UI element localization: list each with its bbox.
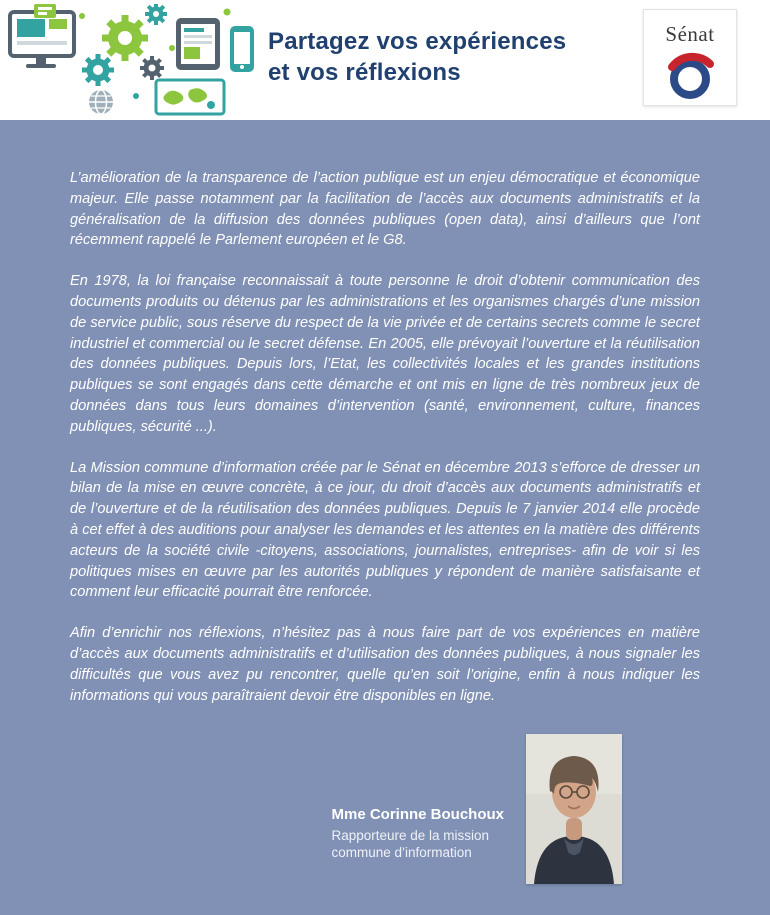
body-paragraph-mission: La Mission commune d’information créée par le Sénat en décembre 2013 s’efforce de dresser un bilan de la mise en œuvre concrète, à ce jour, du droit d’accès aux documents administratifs et de l’ouverture et de la réutilisation des données publiques. Depuis le 7 janvier 2014 elle procède à cet effet à des auditions pour analyser les demandes et les attentes en la matière des différents acteurs de la société civile -citoyens, associations, journalistes, entreprises- afin de voir si les politiques mises en œuvre par les autorités publiques y répondent de manière satisfaisante et comment leur efficacité pourrait être renforcée. [70,459,700,601]
signature-role-line1: Rapporteure de la mission [331,828,490,844]
portrait-photo [526,734,622,884]
page-title-line2: et vos réflexions [268,59,461,86]
senat-s-emblem-icon [663,49,717,103]
gear-icon [102,15,148,61]
page-title-line1: Partagez vos expériences [268,28,567,55]
page-title [268,26,566,88]
senat-logo [643,9,737,106]
hands-icon [8,90,68,112]
illustration-svg [4,4,259,116]
monitor-icon [10,12,74,68]
phone-icon [230,26,254,72]
map-icon [156,80,224,114]
header [0,0,770,120]
signature-block [70,734,700,884]
gear-icon [145,4,167,25]
body-paragraph-intro: L’amélioration de la transparence de l’action publique est un enjeu démocratique et économique majeur. Elle passe notamment par la facilitation de l’accès aux documents administratifs et la généralisation de la diffusion des données publiques (open data), ainsi d’ailleurs que l’ont récemment rappelé le Parlement européen et le G8. [70,170,700,249]
portrait-illustration [526,734,622,884]
gear-icon [140,56,164,80]
header-illustration [4,4,259,116]
senat-logo-text: Sénat [665,22,715,46]
body-paragraph-history: En 1978, la loi française reconnaissait à toute personne le droit d’obtenir communication des documents produits ou détenus par les administrations et les organismes chargés d’une mission de service public, sous réserve du respect de la vie privée et de certains secrets comme le secret industriel et commercial ou le secret défense. En 2005, elle prévoyait l’ouverture et la réutilisation des données publiques. Depuis lors, l’Etat, les collectivités locales et les grandes institutions publiques se sont engagés dans cette démarche et ont mis en ligne de très nombreux jeux de données dans tous leurs domaines d’intervention (santé, environnement, culture, finances publiques, sécurité ...). [70,273,700,435]
body-paragraph-invitation: Afin d’enrichir nos réflexions, n’hésitez pas à nous faire part de vos expériences en matière d’accès aux documents administratifs et d’utilisation des données publiques, à nous signaler les difficultés que vous avez pu rencontrer, quelle qu’en soit l’origine, enfin à nous indiquer les informations qui vous paraîtraient devoir être disponibles en ligne. [70,625,700,704]
widget-icon [34,4,56,18]
globe-icon [89,90,113,114]
main-content [0,120,770,884]
tablet-icon [176,18,220,70]
signature-text [331,806,504,861]
gear-icon [82,54,114,86]
signature-role-line2: commune d’information [331,845,472,861]
signature-name: Mme Corinne Bouchoux [331,806,504,824]
